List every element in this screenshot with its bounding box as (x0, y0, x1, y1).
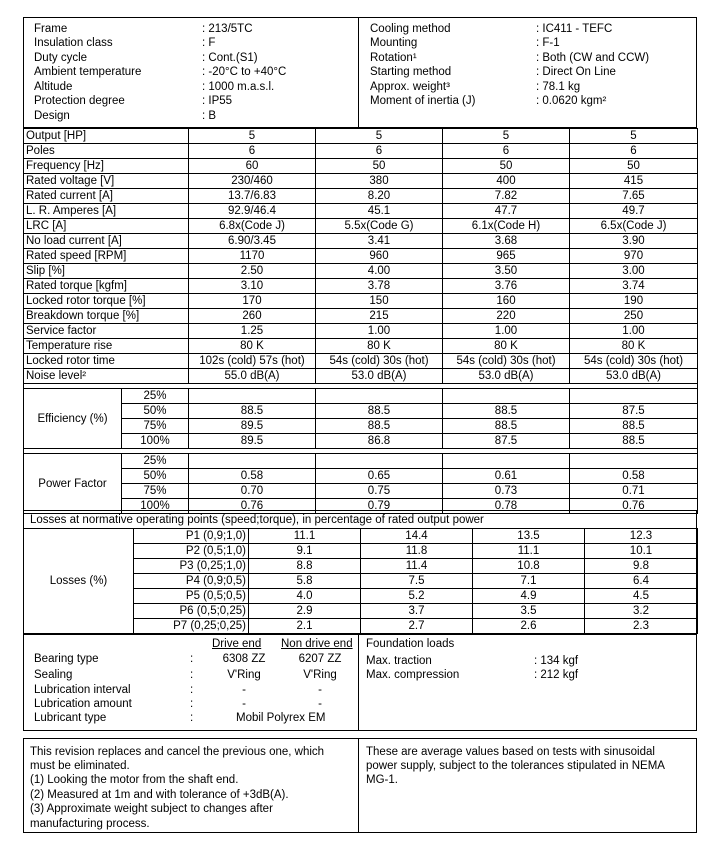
bearing-de: V'Ring (227, 669, 261, 681)
rating-value: 13.7/6.83 (189, 189, 316, 204)
power_factor-load: 25% (122, 454, 189, 469)
rating-value: 5 (316, 129, 443, 144)
rating-label: Output [HP] (24, 129, 189, 144)
bearing-nde: - (318, 684, 322, 696)
rating-value: 1170 (189, 249, 316, 264)
rating-row (24, 234, 698, 249)
rating-value: 50 (316, 159, 443, 174)
rating-value: 92.9/46.4 (189, 204, 316, 219)
rating-value: 50 (443, 159, 570, 174)
rating-value: 5 (189, 129, 316, 144)
rating-label: Temperature rise (24, 339, 189, 354)
rating-row (24, 369, 698, 384)
bearing-label: Lubrication amount (34, 698, 132, 710)
note-line: (3) Approximate weight subject to changes after (30, 803, 273, 815)
rating-value: 6.1x(Code H) (443, 219, 570, 234)
rating-row (24, 204, 698, 219)
losses-value: 4.0 (249, 589, 361, 604)
losses-value: 2.1 (249, 619, 361, 634)
losses-heading: Losses at normative operating points (speed;torque), in percentage of rated output power (30, 514, 484, 526)
note-line: must be eliminated. (30, 760, 130, 772)
rating-value: 6.8x(Code J) (189, 219, 316, 234)
rating-value: 80 K (189, 339, 316, 354)
foundation-label: Max. traction (366, 655, 432, 667)
losses-value: 10.8 (473, 559, 585, 574)
power_factor-value (189, 454, 316, 469)
losses-value: 14.4 (361, 529, 473, 544)
efficiency-value: 89.5 (189, 419, 316, 434)
rating-value: 53.0 dB(A) (443, 369, 570, 384)
losses-value: 2.9 (249, 604, 361, 619)
losses-row (24, 529, 698, 544)
header-label: Approx. weight³ (370, 81, 450, 93)
note-line: This revision replaces and cancel the previous one, which (30, 746, 325, 758)
power_factor-value (316, 454, 443, 469)
rating-value: 3.74 (570, 279, 698, 294)
bearing-sep: : (190, 653, 194, 665)
rating-value: 60 (189, 159, 316, 174)
efficiency-value (570, 389, 698, 404)
header-value: : B (202, 110, 217, 122)
bearing-sep: : (190, 684, 194, 696)
rating-value: 3.78 (316, 279, 443, 294)
rating-row (24, 219, 698, 234)
rating-value: 1.00 (443, 324, 570, 339)
losses-value: 5.8 (249, 574, 361, 589)
rating-value: 53.0 dB(A) (570, 369, 698, 384)
power_factor-value: 0.76 (570, 499, 698, 514)
losses-value: 12.3 (585, 529, 698, 544)
bearing-nde: 6207 ZZ (298, 653, 342, 665)
rating-row (24, 264, 698, 279)
rating-value: 260 (189, 309, 316, 324)
note-line: MG-1. (366, 774, 398, 786)
rating-value: 5 (570, 129, 698, 144)
rating-label: Noise level² (24, 369, 189, 384)
efficiency-row (24, 419, 698, 434)
rating-row (24, 144, 698, 159)
rating-value: 215 (316, 309, 443, 324)
power_factor-row (24, 484, 698, 499)
efficiency-value (316, 389, 443, 404)
losses-value: 5.2 (361, 589, 473, 604)
losses-value: 11.8 (361, 544, 473, 559)
header-value: : F (202, 37, 216, 49)
losses-title: Losses (%) (24, 529, 134, 634)
ratings-table (23, 128, 698, 514)
header-label: Rotation¹ (370, 52, 417, 64)
power_factor-value (443, 454, 570, 469)
header-label: Design (34, 110, 70, 122)
note-line: manufacturing process. (30, 818, 150, 830)
bearing-de: 6308 ZZ (222, 653, 266, 665)
power_factor-load: 100% (122, 499, 189, 514)
rating-value: 3.90 (570, 234, 698, 249)
foundation-value: : 212 kgf (534, 669, 579, 681)
rating-value: 1.25 (189, 324, 316, 339)
rating-value: 150 (316, 294, 443, 309)
header-value: : Direct On Line (536, 66, 616, 78)
header-label: Altitude (34, 81, 73, 93)
header-label: Ambient temperature (34, 66, 142, 78)
rating-label: Service factor (24, 324, 189, 339)
rating-value: 250 (570, 309, 698, 324)
rating-row (24, 354, 698, 369)
bearing-label: Sealing (34, 669, 73, 681)
rating-row (24, 324, 698, 339)
efficiency-value (443, 389, 570, 404)
bearing-de: - (242, 684, 246, 696)
bearing-nde: - (318, 698, 322, 710)
rating-label: LRC [A] (24, 219, 189, 234)
power_factor-load: 75% (122, 484, 189, 499)
rating-value: 160 (443, 294, 570, 309)
rating-value: 54s (cold) 30s (hot) (570, 354, 698, 369)
losses-point: P4 (0,9;0,5) (134, 574, 249, 589)
header-value: : IP55 (202, 95, 233, 107)
rating-value: 7.82 (443, 189, 570, 204)
efficiency-value: 88.5 (570, 419, 698, 434)
power_factor-value: 0.78 (443, 499, 570, 514)
rating-label: Rated speed [RPM] (24, 249, 189, 264)
rating-value: 3.76 (443, 279, 570, 294)
efficiency-row (24, 389, 698, 404)
rating-value: 960 (316, 249, 443, 264)
rating-row (24, 159, 698, 174)
power_factor-value: 0.73 (443, 484, 570, 499)
bearing-sep: : (190, 669, 194, 681)
losses-value: 8.8 (249, 559, 361, 574)
rating-value: 220 (443, 309, 570, 324)
power_factor-value: 0.61 (443, 469, 570, 484)
rating-label: Rated current [A] (24, 189, 189, 204)
losses-value: 9.8 (585, 559, 698, 574)
rating-row (24, 189, 698, 204)
losses-value: 2.6 (473, 619, 585, 634)
header-label: Frame (34, 23, 68, 35)
efficiency-value: 88.5 (316, 404, 443, 419)
note-line: These are average values based on tests with sinusoidal (366, 746, 655, 758)
bearing-de: - (242, 698, 246, 710)
losses-value: 2.3 (585, 619, 698, 634)
header-value: : -20°C to +40°C (202, 66, 287, 78)
bearing-drive-end-heading: Drive end (212, 638, 262, 650)
rating-value: 380 (316, 174, 443, 189)
rating-value: 3.10 (189, 279, 316, 294)
rating-row (24, 309, 698, 324)
rating-value: 55.0 dB(A) (189, 369, 316, 384)
rating-label: L. R. Amperes [A] (24, 204, 189, 219)
bearing-divider (358, 634, 359, 731)
losses-value: 6.4 (585, 574, 698, 589)
header-value: : Both (CW and CCW) (536, 52, 650, 64)
losses-point: P2 (0,5;1,0) (134, 544, 249, 559)
rating-value: 3.50 (443, 264, 570, 279)
rating-label: No load current [A] (24, 234, 189, 249)
rating-value: 6 (316, 144, 443, 159)
rating-value: 970 (570, 249, 698, 264)
efficiency-load: 25% (122, 389, 189, 404)
power_factor-value (570, 454, 698, 469)
bearing-label: Lubrication interval (34, 684, 131, 696)
rating-value: 4.00 (316, 264, 443, 279)
rating-row (24, 129, 698, 144)
rating-value: 3.00 (570, 264, 698, 279)
rating-value: 230/460 (189, 174, 316, 189)
header-label: Insulation class (34, 37, 113, 49)
note-line: (1) Looking the motor from the shaft end. (30, 774, 239, 786)
power_factor-value: 0.71 (570, 484, 698, 499)
header-value: : F-1 (536, 37, 560, 49)
efficiency-value: 89.5 (189, 434, 316, 449)
power_factor-value: 0.79 (316, 499, 443, 514)
rating-row (24, 294, 698, 309)
bearing-nde: V'Ring (303, 669, 337, 681)
power_factor-value: 0.76 (189, 499, 316, 514)
rating-value: 50 (570, 159, 698, 174)
note-line: (2) Measured at 1m and with tolerance of +3dB(A). (30, 789, 289, 801)
rating-value: 1.00 (570, 324, 698, 339)
power_factor-value: 0.65 (316, 469, 443, 484)
efficiency-value: 87.5 (443, 434, 570, 449)
header-label: Cooling method (370, 23, 451, 35)
efficiency-value: 88.5 (316, 419, 443, 434)
header-label: Protection degree (34, 95, 125, 107)
losses-point: P5 (0,5;0,5) (134, 589, 249, 604)
rating-value: 5 (443, 129, 570, 144)
rating-value: 6 (570, 144, 698, 159)
rating-value: 8.20 (316, 189, 443, 204)
power_factor-value: 0.75 (316, 484, 443, 499)
rating-value: 3.41 (316, 234, 443, 249)
losses-value: 11.1 (249, 529, 361, 544)
rating-label: Slip [%] (24, 264, 189, 279)
efficiency-load: 50% (122, 404, 189, 419)
efficiency-value: 88.5 (443, 419, 570, 434)
losses-point: P1 (0,9;1,0) (134, 529, 249, 544)
losses-point: P7 (0,25;0,25) (134, 619, 249, 634)
rating-value: 80 K (570, 339, 698, 354)
efficiency-value: 88.5 (570, 434, 698, 449)
losses-value: 10.1 (585, 544, 698, 559)
rating-label: Rated torque [kgfm] (24, 279, 189, 294)
losses-value: 3.2 (585, 604, 698, 619)
efficiency-row (24, 434, 698, 449)
losses-value: 9.1 (249, 544, 361, 559)
header-value: : 213/5TC (202, 23, 253, 35)
rating-value: 1.00 (316, 324, 443, 339)
losses-value: 4.9 (473, 589, 585, 604)
rating-label: Locked rotor torque [%] (24, 294, 189, 309)
losses-value: 2.7 (361, 619, 473, 634)
header-label: Duty cycle (34, 52, 88, 64)
foundation-label: Max. compression (366, 669, 460, 681)
efficiency-load: 75% (122, 419, 189, 434)
rating-value: 3.68 (443, 234, 570, 249)
power_factor-value: 0.58 (189, 469, 316, 484)
bearing-label: Bearing type (34, 653, 99, 665)
rating-value: 54s (cold) 30s (hot) (443, 354, 570, 369)
rating-value: 965 (443, 249, 570, 264)
rating-value: 5.5x(Code G) (316, 219, 443, 234)
header-value: : IC411 - TEFC (536, 23, 613, 35)
rating-row (24, 249, 698, 264)
header-label: Starting method (370, 66, 452, 78)
rating-label: Poles (24, 144, 189, 159)
losses-value: 3.7 (361, 604, 473, 619)
power_factor-value: 0.70 (189, 484, 316, 499)
rating-value: 47.7 (443, 204, 570, 219)
bearing-sep: : (190, 712, 194, 724)
rating-label: Locked rotor time (24, 354, 189, 369)
bearing-label: Lubricant type (34, 712, 107, 724)
losses-value: 11.1 (473, 544, 585, 559)
efficiency-value: 87.5 (570, 404, 698, 419)
efficiency-load: 100% (122, 434, 189, 449)
efficiency-title: Efficiency (%) (24, 389, 122, 449)
efficiency-value: 88.5 (443, 404, 570, 419)
efficiency-value: 86.8 (316, 434, 443, 449)
foundation-value: : 134 kgf (534, 655, 579, 667)
foundation-title: Foundation loads (366, 638, 455, 650)
rating-value: 49.7 (570, 204, 698, 219)
rating-value: 6 (443, 144, 570, 159)
efficiency-value (189, 389, 316, 404)
losses-value: 13.5 (473, 529, 585, 544)
header-value: : 0.0620 kgm² (536, 95, 607, 107)
rating-label: Frequency [Hz] (24, 159, 189, 174)
header-value: : 78.1 kg (536, 81, 581, 93)
rating-row (24, 339, 698, 354)
efficiency-row (24, 404, 698, 419)
rating-value: 415 (570, 174, 698, 189)
header-value: : Cont.(S1) (202, 52, 258, 64)
rating-label: Breakdown torque [%] (24, 309, 189, 324)
rating-value: 400 (443, 174, 570, 189)
losses-value: 4.5 (585, 589, 698, 604)
rating-value: 80 K (316, 339, 443, 354)
losses-point: P6 (0,5;0,25) (134, 604, 249, 619)
rating-row (24, 279, 698, 294)
rating-value: 7.65 (570, 189, 698, 204)
losses-value: 7.5 (361, 574, 473, 589)
rating-value: 190 (570, 294, 698, 309)
rating-value: 2.50 (189, 264, 316, 279)
losses-value: 3.5 (473, 604, 585, 619)
header-label: Mounting (370, 37, 418, 49)
header-value: : 1000 m.a.s.l. (202, 81, 275, 93)
notes-divider (358, 738, 359, 833)
power_factor-row (24, 469, 698, 484)
rating-label: Rated voltage [V] (24, 174, 189, 189)
losses-table (23, 528, 698, 634)
power_factor-load: 50% (122, 469, 189, 484)
losses-value: 11.4 (361, 559, 473, 574)
rating-value: 80 K (443, 339, 570, 354)
power_factor-value: 0.58 (570, 469, 698, 484)
header-divider (358, 17, 359, 128)
rating-value: 6 (189, 144, 316, 159)
efficiency-value: 88.5 (189, 404, 316, 419)
note-line: power supply, subject to the tolerances stipulated in NEMA (366, 760, 665, 772)
losses-value: 7.1 (473, 574, 585, 589)
rating-value: 102s (cold) 57s (hot) (189, 354, 316, 369)
bearing-non-drive-end-heading: Non drive end (281, 638, 353, 650)
rating-row (24, 174, 698, 189)
rating-value: 45.1 (316, 204, 443, 219)
power_factor-title: Power Factor (24, 454, 122, 514)
rating-value: 54s (cold) 30s (hot) (316, 354, 443, 369)
losses-point: P3 (0,25;1,0) (134, 559, 249, 574)
rating-value: 6.90/3.45 (189, 234, 316, 249)
rating-value: 6.5x(Code J) (570, 219, 698, 234)
power_factor-row (24, 454, 698, 469)
header-label: Moment of inertia (J) (370, 95, 476, 107)
bearing-de: Mobil Polyrex EM (236, 712, 326, 724)
rating-value: 53.0 dB(A) (316, 369, 443, 384)
bearing-sep: : (190, 698, 194, 710)
rating-value: 170 (189, 294, 316, 309)
